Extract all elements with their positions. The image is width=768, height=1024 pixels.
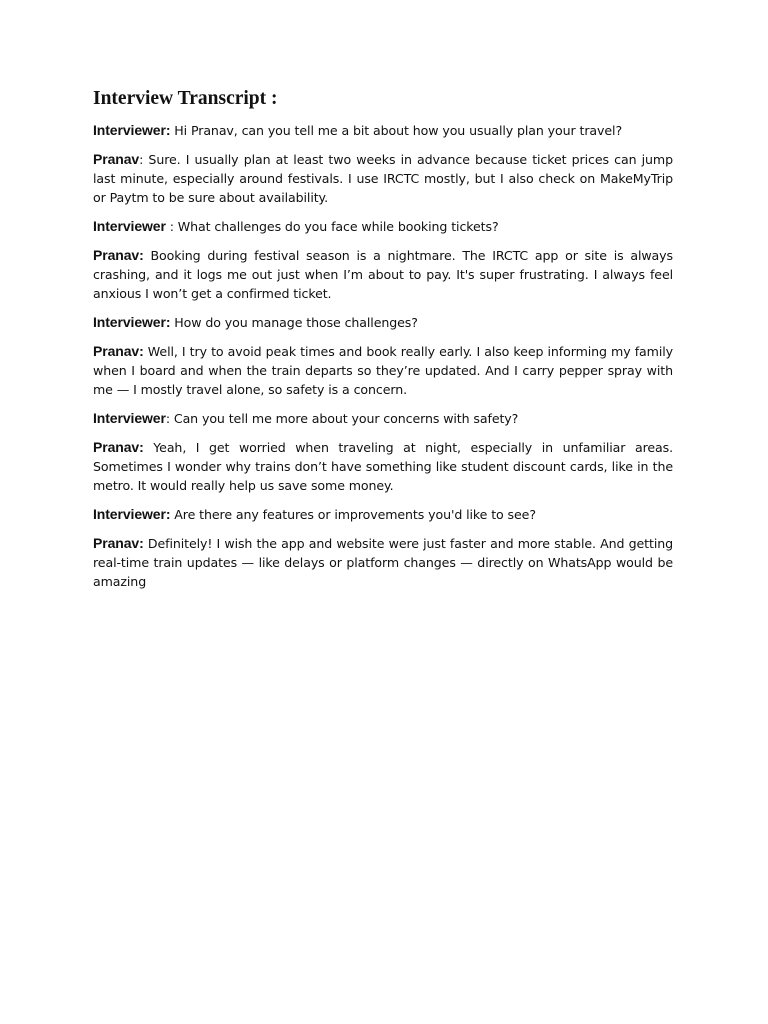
transcript-entry-pranav-4 <box>93 438 673 496</box>
entry-text: : Can you tell me more about your concerns with safety? <box>165 411 519 426</box>
transcript-entry-interviewer-1 <box>93 121 673 140</box>
transcript-entry-interviewer-2 <box>93 217 673 236</box>
speaker-label: Interviewer: <box>93 314 171 330</box>
document-page <box>93 86 673 601</box>
speaker-label: Pranav: <box>93 342 144 359</box>
entry-text: Well, I try to avoid peak times and book really early. I also keep informing my family when I board and when the train departs so they’re updated. And I carry pepper spray with me — I mostly travel alone, so safety is a concern. <box>93 343 673 398</box>
entry-text: How do you manage those challenges? <box>170 315 418 330</box>
entry-text: Definitely! I wish the app and website were just faster and more stable. And getting real-time train updates — like delays or platform changes — directly on WhatsApp would be amazing <box>93 535 673 590</box>
speaker-label: Pranav: <box>93 246 144 263</box>
speaker-label: Pranav <box>93 150 140 167</box>
entry-text: Booking during festival season is a nightmare. The IRCTC app or site is always crashing, and it logs me out just when I’m about to pay. It's super frustrating. I always feel anxious I won’t get a confirmed ticket. <box>93 247 673 302</box>
transcript-entry-interviewer-5 <box>93 505 673 524</box>
entry-text: : Sure. I usually plan at least two weeks in advance because ticket prices can jump last minute, especially around festivals. I use IRCTC mostly, but I also check on MakeMyTrip or Paytm to be sure about availability. <box>93 151 673 206</box>
transcript-entry-pranav-3 <box>93 342 673 400</box>
transcript-entry-pranav-5 <box>93 534 673 592</box>
transcript-entry-interviewer-4 <box>93 409 673 428</box>
entry-text: : What challenges do you face while booking tickets? <box>165 219 499 234</box>
transcript-entry-interviewer-3 <box>93 313 673 332</box>
speaker-label: Pranav: <box>93 534 144 551</box>
entry-text: Hi Pranav, can you tell me a bit about how you usually plan your travel? <box>170 123 623 138</box>
speaker-label: Pranav: <box>93 438 144 455</box>
entry-text: Yeah, I get worried when traveling at night, especially in unfamiliar areas. Sometimes I wonder why trains don’t have something like student discount cards, like in the metro. It would really help us save some money. <box>93 439 673 494</box>
speaker-label: Interviewer <box>93 218 166 234</box>
document-title: Interview Transcript : <box>93 88 278 109</box>
speaker-label: Interviewer: <box>93 506 171 522</box>
speaker-label: Interviewer: <box>93 122 171 138</box>
entry-text: Are there any features or improvements you'd like to see? <box>170 507 536 522</box>
transcript-entry-pranav-2 <box>93 246 673 304</box>
transcript-entry-pranav-1 <box>93 150 673 208</box>
speaker-label: Interviewer <box>93 410 166 426</box>
